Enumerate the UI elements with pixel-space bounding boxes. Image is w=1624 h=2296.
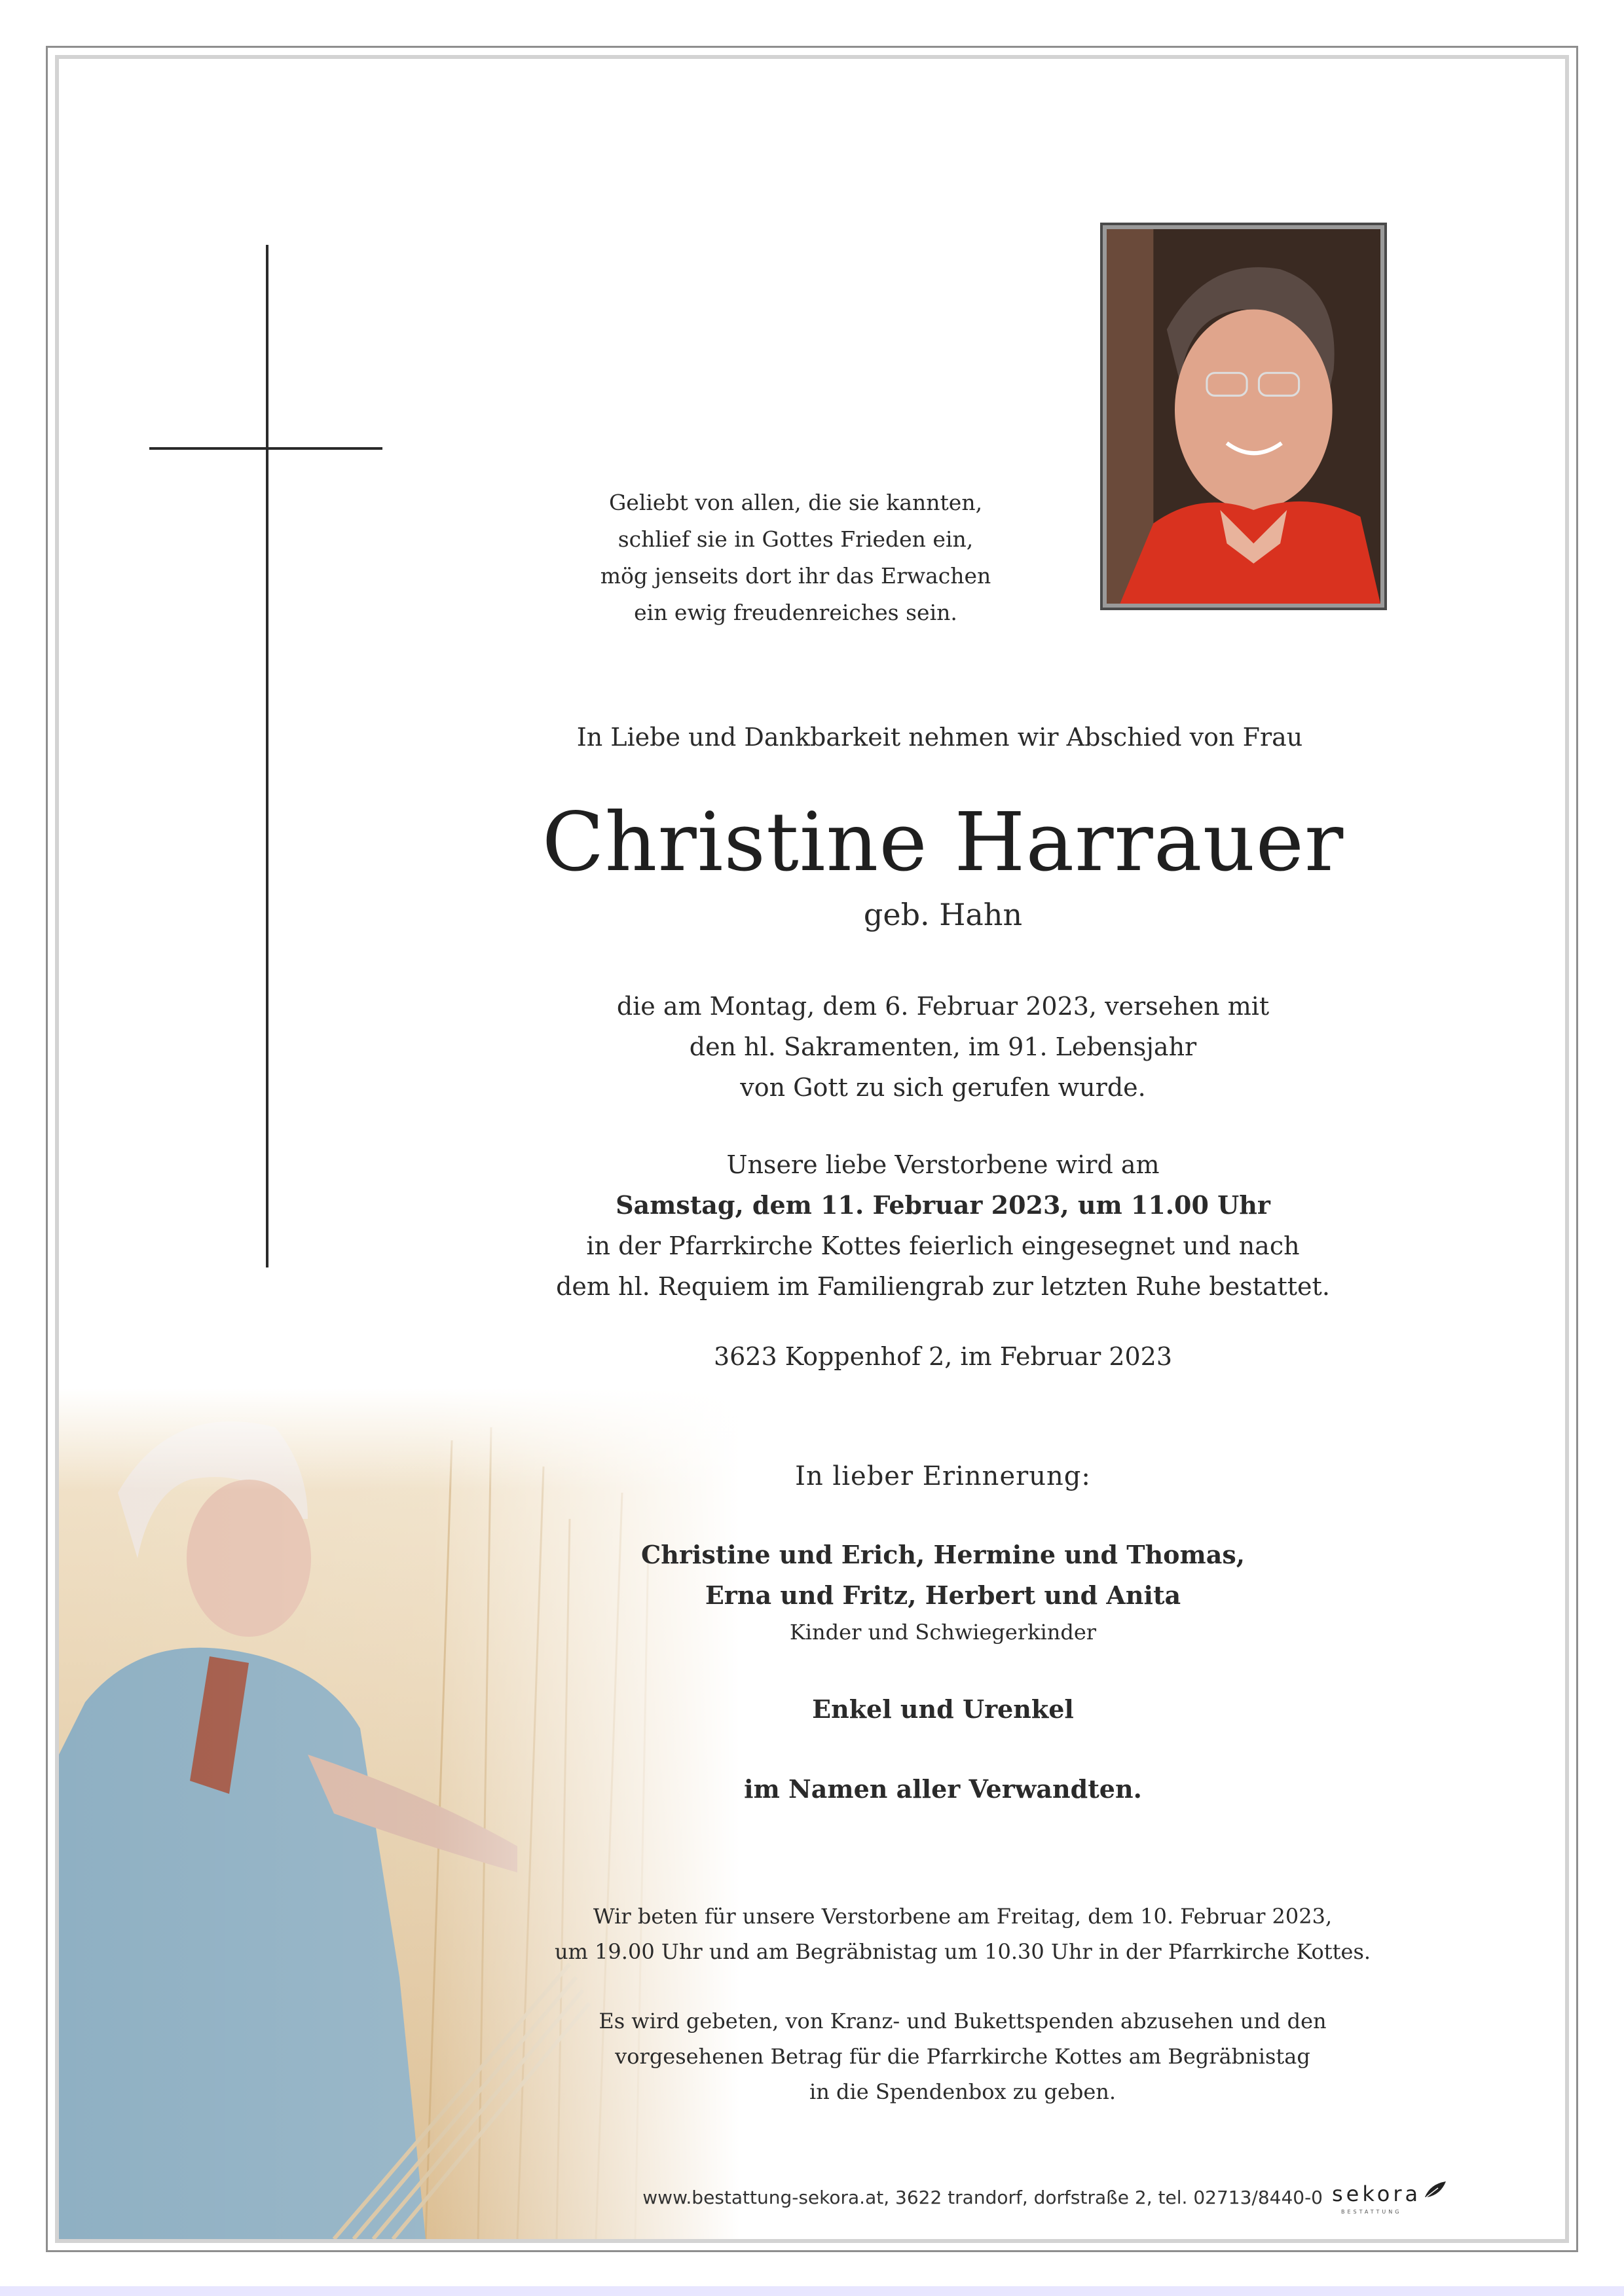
grandchildren: Enkel und Urenkel [812, 1694, 1074, 1724]
mourners-line: Christine und Erich, Hermine und Thomas, [641, 1540, 1245, 1569]
maiden-name: geb. Hahn [863, 897, 1023, 932]
poem-line: Geliebt von allen, die sie kannten, [608, 490, 983, 515]
logo-text: sekora [1332, 2181, 1422, 2206]
portrait-photo [1107, 229, 1380, 604]
deceased-name: Christine Harrauer [542, 795, 1344, 890]
memorial-background-photo [59, 1388, 740, 2239]
funeral-date-time: Samstag, dem 11. Februar 2023, um 11.00 Uhr [616, 1190, 1270, 1220]
portrait-photo-frame [1100, 223, 1387, 610]
poem-line: ein ewig freudenreiches sein. [634, 600, 957, 625]
place-and-date: 3623 Koppenhof 2, im Februar 2023 [713, 1342, 1173, 1371]
cross-horizontal-bar [149, 447, 382, 450]
funeral-line: Unsere liebe Verstorbene wird am [726, 1150, 1160, 1179]
memorial-poem [524, 484, 1067, 631]
funeral-home-logo [1332, 2180, 1450, 2219]
memory-heading: In lieber Erinnerung: [795, 1461, 1091, 1491]
poem-line: mög jenseits dort ihr das Erwachen [600, 563, 991, 589]
death-notice-line: die am Montag, dem 6. Februar 2023, versehen mit [616, 992, 1270, 1021]
mourners-relation: Kinder und Schwiegerkinder [789, 1620, 1097, 1645]
donation-notice [498, 2003, 1428, 2109]
leaf-icon [1424, 2180, 1447, 2200]
funeral-home-contact[interactable]: www.bestattung-sekora.at, 3622 trandorf, dorfstraße 2, tel. 02713/8440-0 [642, 2187, 1323, 2208]
prayer-notice [498, 1899, 1428, 1969]
prayer-line: um 19.00 Uhr und am Begräbnistag um 10.30 Uhr in der Pfarrkirche Kottes. [554, 1939, 1371, 1964]
relatives: im Namen aller Verwandten. [744, 1774, 1142, 1804]
donation-line: vorgesehenen Betrag für die Pfarrkirche Kottes am Begräbnistag [615, 2044, 1310, 2069]
funeral-notice [458, 1144, 1428, 1307]
poem-line: schlief sie in Gottes Frieden ein, [618, 526, 974, 552]
mourners-list [576, 1535, 1310, 1616]
mourners-line: Erna und Fritz, Herbert und Anita [705, 1580, 1181, 1610]
scan-edge [0, 2286, 1624, 2296]
death-notice-line: den hl. Sakramenten, im 91. Lebensjahr [689, 1032, 1197, 1061]
donation-line: in die Spendenbox zu geben. [809, 2079, 1116, 2104]
logo-subtitle: BESTATTUNG [1341, 2209, 1402, 2215]
donation-line: Es wird gebeten, von Kranz- und Bukettspenden abzusehen und den [599, 2009, 1327, 2033]
prayer-line: Wir beten für unsere Verstorbene am Freitag, dem 10. Februar 2023, [593, 1904, 1333, 1929]
cross-vertical-bar [266, 245, 268, 1267]
death-notice-line: von Gott zu sich gerufen wurde. [740, 1073, 1146, 1102]
farewell-intro: In Liebe und Dankbarkeit nehmen wir Abschied von Frau [576, 723, 1303, 752]
funeral-line: in der Pfarrkirche Kottes feierlich eingesegnet und nach [586, 1231, 1300, 1260]
death-notice [458, 986, 1428, 1108]
funeral-line: dem hl. Requiem im Familiengrab zur letzten Ruhe bestattet. [556, 1272, 1330, 1301]
